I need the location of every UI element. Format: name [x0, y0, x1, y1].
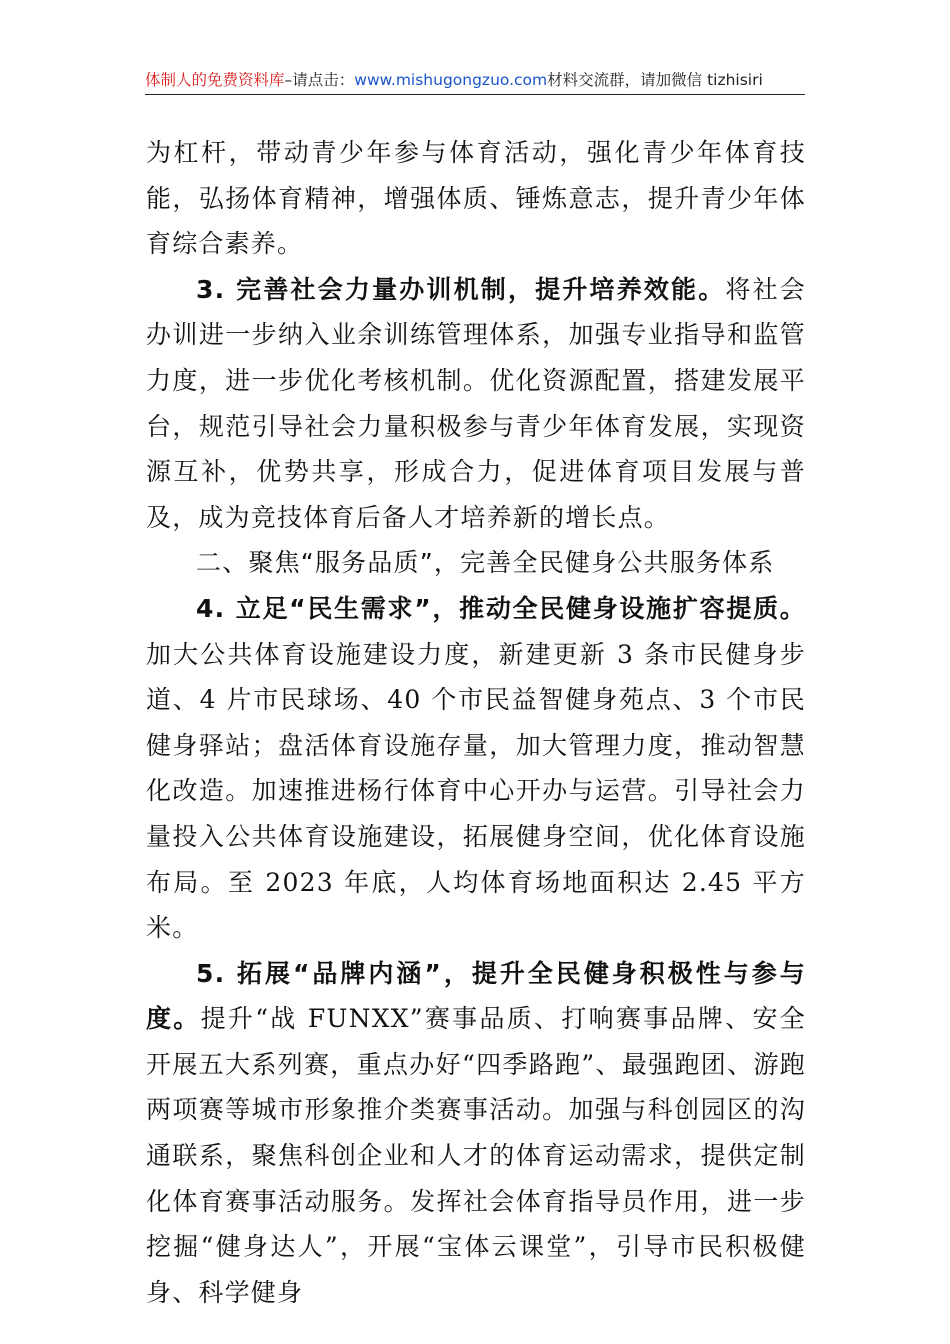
paragraph-text: 提升“战 FUNXX”赛事品质、打响赛事品牌、安全开展五大系列赛，重点办好“四季路跑”、最强跑团、游跑两项赛等城市形象推介类赛事活动。加强与科创园区的沟通联系，聚焦科创企业和人才的体育运动需求，提供定制化体育赛事活动服务。发挥社会体育指导员作用，进一步挖掘“健身达人”，开展“宝体云课堂”，引导市民积极健身、科学健身: [146, 1004, 806, 1307]
document-body: [146, 130, 806, 1315]
header-brand: 体制人的免费资料库: [145, 71, 285, 89]
paragraph-item-5: [146, 951, 806, 1316]
header-url-link[interactable]: www.mishugongzuo.com: [354, 71, 548, 89]
paragraph-item-3: [146, 267, 806, 541]
section-heading: 二、聚焦“服务品质”，完善全民健身公共服务体系: [196, 548, 775, 578]
paragraph-lead: 5. 拓展“品牌内涵”，提升全民健身积极性与参与度。: [146, 958, 806, 1034]
paragraph-lead: 4. 立足“民生需求”，推动全民健身设施扩容提质。: [196, 593, 806, 623]
header-prompt: –请点击：: [284, 71, 355, 89]
paragraph-text: 加大公共体育设施建设力度，新建更新 3 条市民健身步道、4 片市民球场、40 个市民益智健身苑点、3 个市民健身驿站；盘活体育设施存量，加大管理力度，推动智慧化改造。加速推进杨行体育中心开办与运营。引导社会力量投入公共体育设施建设，拓展健身空间，优化体育设施布局。至 2023 年底，人均体育场地面积达 2.45 平方米。: [146, 639, 806, 943]
paragraph-item-4: [146, 586, 806, 951]
paragraph-text: 将社会办训进一步纳入业余训练管理体系，加强专业指导和监管力度，进一步优化考核机制。优化资源配置，搭建发展平台，规范引导社会力量积极参与青少年体育发展，实现资源互补，优势共享，形成合力，促进体育项目发展与普及，成为竞技体育后备人才培养新的增长点。: [146, 274, 806, 532]
paragraph-continued: [146, 130, 806, 267]
paragraph-text: 为杠杆，带动青少年参与体育活动，强化青少年体育技能，弘扬体育精神，增强体质、锤炼意志，提升青少年体育综合素养。: [146, 138, 806, 259]
paragraph-lead: 3. 完善社会力量办训机制，提升培养效能。: [196, 274, 726, 304]
page-header: [145, 66, 805, 95]
header-suffix: 材料交流群，请加微信 tizhisiri: [547, 71, 763, 89]
